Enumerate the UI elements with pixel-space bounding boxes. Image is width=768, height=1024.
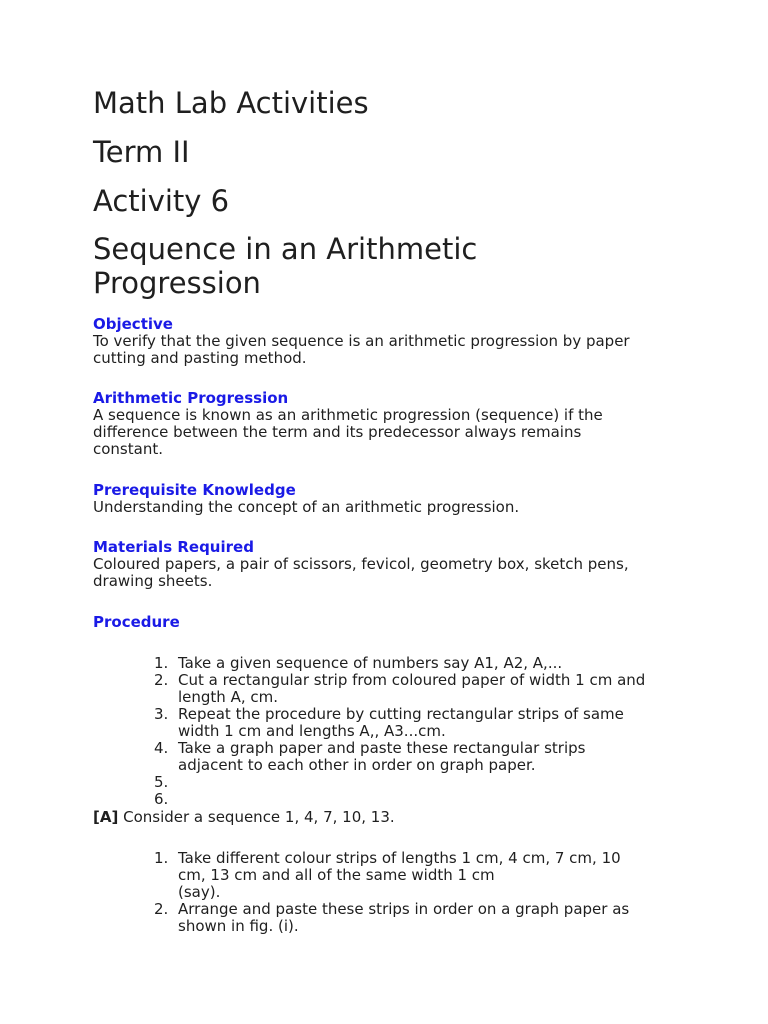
procedure-step — [93, 791, 645, 808]
prereq-text: Understanding the concept of an arithmetic progression. — [93, 498, 520, 516]
section-a-list — [93, 850, 629, 935]
section-a-intro — [93, 809, 395, 826]
activity-title: Activity 6 — [93, 184, 230, 218]
objective-text-line2: cutting and pasting method. — [93, 349, 307, 367]
ap-text-line2: difference between the term and its predecessor always remains — [93, 423, 582, 441]
step-text: Arrange and paste these strips in order on a graph paper as — [178, 900, 630, 918]
procedure-step — [93, 740, 645, 774]
procedure-step — [93, 706, 645, 740]
procedure-step — [93, 655, 645, 672]
section-a-tag: [A] — [93, 808, 119, 826]
step-number: 1. — [154, 849, 169, 867]
prereq-heading: Prerequisite Knowledge — [93, 481, 296, 499]
topic-title-line1: Sequence in an Arithmetic — [93, 232, 478, 266]
step-text: Cut a rectangular strip from coloured paper of width 1 cm and — [178, 671, 646, 689]
step-number: 4. — [154, 739, 169, 757]
step-text: Take different colour strips of lengths 1 cm, 4 cm, 7 cm, 10 — [178, 849, 621, 867]
step-number: 1. — [154, 654, 169, 672]
step-text: Repeat the procedure by cutting rectangular strips of same — [178, 705, 624, 723]
section-a-step — [93, 850, 629, 901]
section-a-step — [93, 901, 629, 935]
materials-heading: Materials Required — [93, 538, 254, 556]
step-number: 2. — [154, 900, 169, 918]
procedure-step — [93, 774, 645, 791]
step-text: shown in fig. (i). — [178, 917, 299, 935]
step-number: 3. — [154, 705, 169, 723]
materials-text-line1: Coloured papers, a pair of scissors, fevicol, geometry box, sketch pens, — [93, 555, 629, 573]
step-text: (say). — [178, 883, 221, 901]
step-text: width 1 cm and lengths A,, A3...cm. — [178, 722, 446, 740]
term-title: Term II — [93, 135, 190, 169]
step-text: Take a graph paper and paste these rectangular strips — [178, 739, 586, 757]
step-text: adjacent to each other in order on graph paper. — [178, 756, 536, 774]
procedure-step — [93, 672, 645, 706]
ap-text-line1: A sequence is known as an arithmetic progression (sequence) if the — [93, 406, 603, 424]
step-number: 5. — [154, 773, 169, 791]
objective-heading: Objective — [93, 315, 173, 333]
step-number: 2. — [154, 671, 169, 689]
ap-heading: Arithmetic Progression — [93, 389, 289, 407]
step-text: Take a given sequence of numbers say A1, A2, A,... — [178, 654, 563, 672]
materials-text-line2: drawing sheets. — [93, 572, 213, 590]
objective-text-line1: To verify that the given sequence is an arithmetic progression by paper — [93, 332, 630, 350]
section-a-text: Consider a sequence 1, 4, 7, 10, 13. — [118, 808, 395, 826]
page-title: Math Lab Activities — [93, 86, 369, 120]
step-number: 6. — [154, 790, 169, 808]
procedure-list — [93, 655, 645, 808]
step-text: cm, 13 cm and all of the same width 1 cm — [178, 866, 495, 884]
ap-text-line3: constant. — [93, 440, 163, 458]
topic-title-line2: Progression — [93, 266, 261, 300]
procedure-heading: Procedure — [93, 613, 180, 631]
step-text: length A, cm. — [178, 688, 279, 706]
